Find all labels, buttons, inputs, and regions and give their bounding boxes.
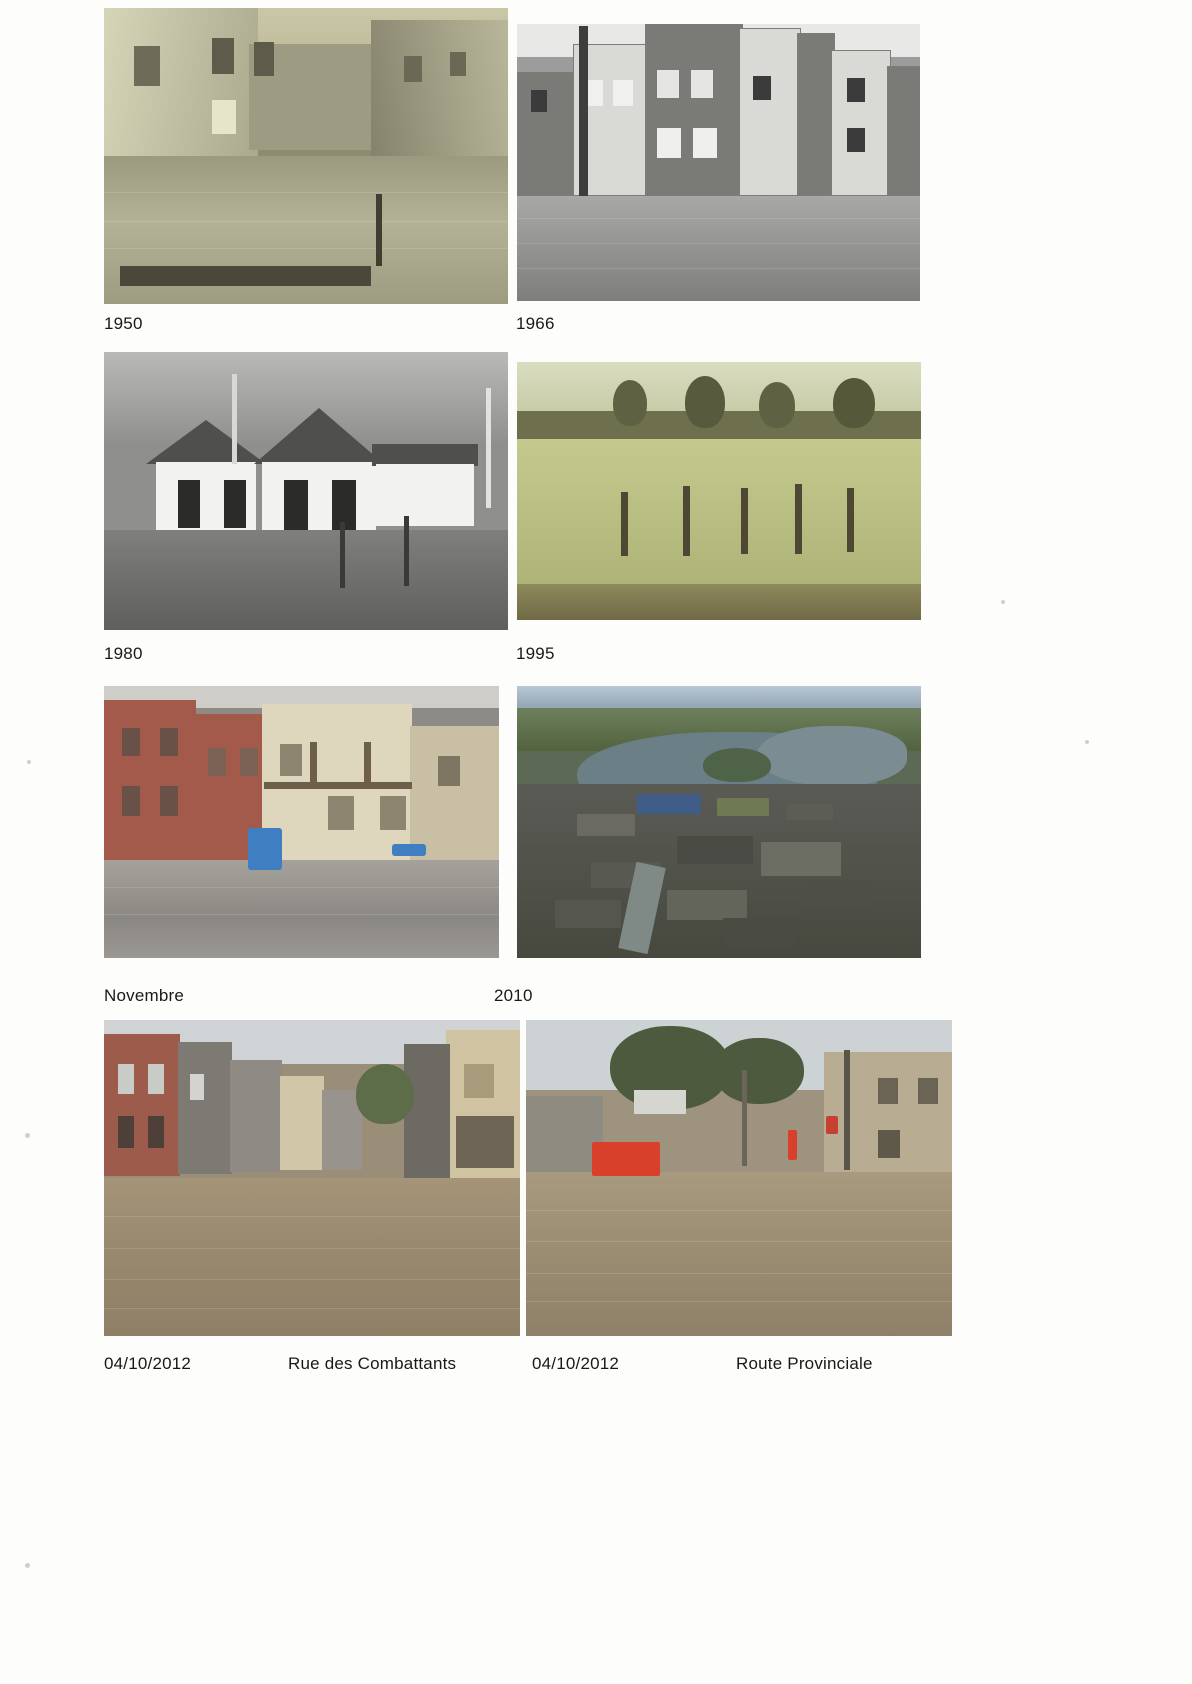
window (118, 1116, 134, 1148)
window (148, 1116, 164, 1148)
window (190, 1074, 204, 1100)
photo-2010 (517, 686, 921, 958)
billboard (634, 1090, 686, 1114)
photo-2012-provinciale (526, 1020, 952, 1336)
window (657, 128, 681, 158)
window (208, 748, 226, 776)
caption-row-3 (104, 976, 952, 1020)
window (450, 52, 466, 76)
building-right (404, 1044, 450, 1180)
window (691, 70, 713, 98)
foreground-wall (120, 266, 370, 287)
building (739, 28, 801, 196)
water-ripple (104, 192, 508, 193)
rooftop (637, 794, 701, 814)
garage-door (456, 1116, 514, 1168)
window (464, 1064, 494, 1098)
water-ripple (104, 1248, 520, 1249)
building (645, 24, 743, 196)
caption-1980: 1980 (104, 644, 143, 663)
rooftop (717, 798, 769, 816)
window (847, 78, 865, 102)
blue-object (248, 828, 282, 870)
scan-speck (25, 1133, 30, 1138)
utility-pole (742, 1070, 747, 1166)
photo-1966 (517, 24, 920, 301)
caption-2010: 2010 (494, 986, 533, 1005)
window (148, 1064, 164, 1094)
blue-object (392, 844, 426, 856)
rooftop (577, 814, 635, 836)
caption-row-1 (104, 308, 952, 352)
timber-beam (264, 782, 412, 789)
street-lamp (486, 388, 491, 508)
fence-post (741, 488, 748, 554)
window (134, 46, 160, 86)
street-lamp (232, 374, 237, 464)
flood-water (526, 1172, 952, 1336)
caption-1966: 1966 (516, 314, 555, 333)
water-ripple (517, 218, 920, 219)
scan-speck (1001, 600, 1005, 604)
window (918, 1078, 938, 1104)
window (613, 80, 633, 106)
building (517, 72, 577, 196)
door (284, 480, 308, 532)
muddy-bank (517, 584, 921, 620)
water-ripple (526, 1273, 952, 1274)
flood-water (104, 1178, 520, 1336)
rooftop (555, 900, 621, 928)
post (376, 194, 382, 266)
tree (685, 376, 725, 428)
water-ripple (526, 1301, 952, 1302)
window (118, 1064, 134, 1094)
utility-pole (844, 1050, 850, 1170)
red-marker (788, 1130, 797, 1160)
window (847, 128, 865, 152)
building (280, 1076, 324, 1170)
flood-water (104, 860, 499, 958)
photo-2012-combattants (104, 1020, 520, 1336)
window (878, 1130, 900, 1158)
rooftop (761, 842, 841, 876)
building (230, 1060, 282, 1172)
utility-pole (579, 26, 588, 224)
window (122, 786, 140, 816)
brick-building (104, 700, 196, 868)
window (438, 756, 460, 786)
rooftop (677, 836, 753, 864)
water-ripple (104, 887, 499, 888)
building (178, 1042, 232, 1174)
scan-speck (25, 1563, 30, 1568)
water-ripple (104, 1216, 520, 1217)
caption-1995: 1995 (516, 644, 555, 663)
caption-2012b-date: 04/10/2012 (532, 1354, 620, 1373)
window (160, 728, 178, 756)
rooftop (723, 918, 797, 946)
photo-1995 (517, 362, 921, 620)
fence-post (404, 516, 409, 586)
brick-building (104, 1034, 180, 1176)
water-ripple (526, 1241, 952, 1242)
photo-row-2 (104, 352, 952, 642)
photo-grid (104, 8, 952, 1400)
building (887, 66, 920, 195)
window (531, 90, 547, 112)
window (160, 786, 178, 816)
tree (356, 1064, 414, 1124)
window (693, 128, 717, 158)
fence-post (847, 488, 854, 552)
water-ripple (526, 1210, 952, 1211)
photo-novembre (104, 686, 499, 958)
window (212, 38, 234, 74)
water-ripple (104, 221, 508, 222)
timber-beam (310, 742, 317, 786)
timber-beam (364, 742, 371, 786)
scan-speck (1085, 740, 1089, 744)
water-ripple (104, 914, 499, 915)
window (240, 748, 258, 776)
door (178, 480, 200, 528)
fence-post (621, 492, 628, 556)
tree (759, 382, 795, 428)
window (380, 796, 406, 830)
photo-1980 (104, 352, 508, 630)
window (404, 56, 422, 82)
water-ripple (104, 1279, 520, 1280)
caption-2012a-street: Rue des Combattants (288, 1354, 457, 1373)
house-wall (262, 462, 376, 540)
tree (833, 378, 875, 428)
building (831, 50, 891, 196)
window (878, 1078, 898, 1104)
island-trees (703, 748, 771, 782)
caption-2012a-date: 04/10/2012 (104, 1354, 192, 1373)
caption-row-4 (104, 1340, 952, 1400)
flood-water (517, 196, 920, 301)
rooftop (667, 890, 747, 920)
water-ripple (517, 243, 920, 244)
rooftop (805, 882, 871, 908)
scan-speck (27, 760, 31, 764)
floodwater-lake (757, 726, 907, 786)
red-marker (826, 1116, 838, 1134)
fence-post (340, 522, 345, 588)
window (753, 76, 771, 100)
caption-row-2 (104, 642, 952, 686)
tree-group (714, 1038, 804, 1104)
window (212, 100, 236, 134)
door (224, 480, 246, 528)
window (657, 70, 679, 98)
photo-row-4 (104, 1020, 952, 1340)
water-ripple (104, 248, 508, 249)
caption-novembre: Novembre (104, 986, 185, 1005)
building (797, 33, 835, 196)
house-wall (376, 464, 474, 526)
water-ripple (517, 268, 920, 269)
window (280, 744, 302, 776)
rooftop (787, 804, 833, 820)
roof (372, 444, 478, 466)
window (328, 796, 354, 830)
photo-1950 (104, 8, 508, 304)
window (254, 42, 274, 76)
photo-row-1 (104, 8, 952, 308)
fence-post (795, 484, 802, 554)
fence-post (683, 486, 690, 556)
tree (613, 380, 647, 426)
building-right (371, 20, 508, 156)
flooded-field (517, 439, 921, 586)
caption-1950: 1950 (104, 314, 143, 333)
photo-row-3 (104, 686, 952, 976)
flooded-ground (104, 530, 508, 630)
red-container (592, 1142, 660, 1176)
water-ripple (104, 1308, 520, 1309)
caption-2012b-street: Route Provinciale (736, 1354, 873, 1373)
window (122, 728, 140, 756)
